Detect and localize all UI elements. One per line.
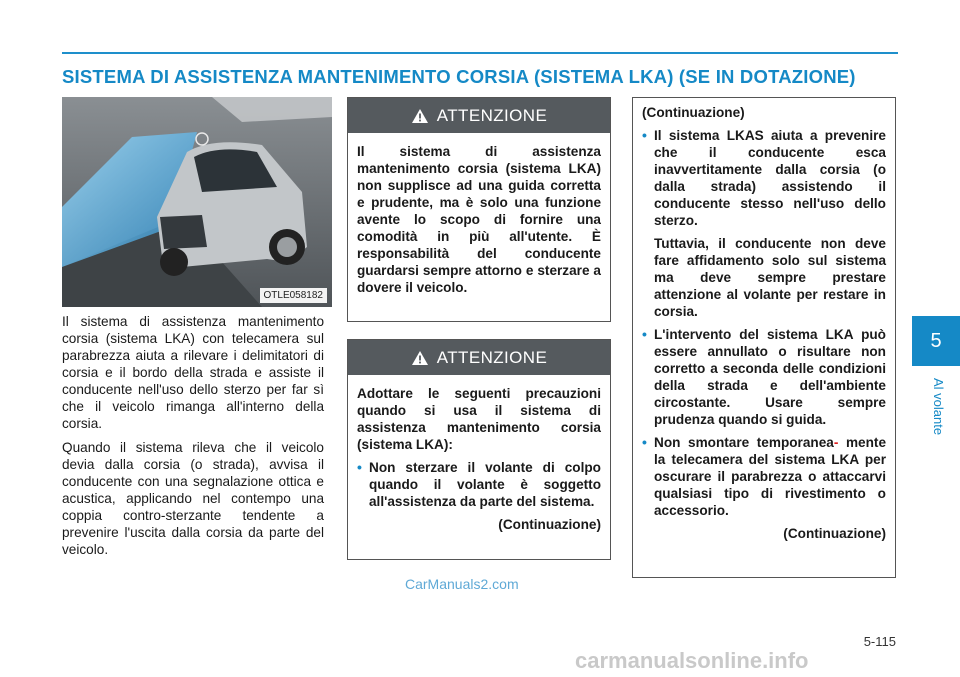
warning-box-2-header [348,340,610,375]
intro-paragraph-1: Il sistema di assistenza mantenimento corsia (sistema LKA) con telecamera sul parabrezza aiuta a rilevare i delimitatori di corsia e il bordo della strada e assiste il conducente nell'uso dello sterzo per far sì che il veicolo rimanga all'interno della corsia. [62,314,324,431]
warning-box-2-intro: Adottare le seguenti precauzioni quando si usa il sistema di assistenza mantenimento corsia (sistema LKA): [357,386,601,452]
warning-box-2-body [348,375,610,541]
warning-box-2-bullet [357,459,601,510]
bullet-text [654,434,886,519]
chapter-label: Al volante [931,378,946,436]
warning-box-2 [347,339,611,560]
page-number: 5-115 [863,634,896,649]
bullet-text: L'intervento del sistema LKA può essere annullato o risultare non corretto a seconda delle condizioni della strada e dell'ambiente circostante. Usare sempre prudenza quando si guida. [654,327,886,427]
bullet-dot-icon: • [642,326,647,342]
figure-caption: OTLE058182 [260,288,328,303]
warning-triangle-icon [411,108,429,124]
continuation-bullet-1-extra: Tuttavia, il conducente non deve fare affidamento solo sul sistema ma deve sempre prestare attenzione al volante per restare in corsia. [654,236,886,319]
lka-illustration [62,97,332,307]
intro-text [62,313,324,565]
warning-box-1 [347,97,611,322]
warning-box-1-text: Il sistema di assistenza mantenimento corsia (sistema LKA) non supplisce ad una guida corretta e prudente, ma è solo una funzione avente lo scopo di fornire una comodità in più all'utente. È responsabilità del conducente guardarsi sempre attorno e sterzare a dovere il veicolo. [357,144,601,295]
continuation-box-body [633,98,895,550]
warning-triangle-icon [411,350,429,366]
continued-label: (Continuazione) [783,526,886,541]
bullet-dot-icon: • [642,434,647,450]
continuation-bullet-3 [642,434,886,519]
bullet-text: Il sistema LKAS aiuta a prevenire che il conducente esca inavvertitamente dalla corsia (o dalla strada) assistendo il conducente stesso nell'uso dello sterzo. [654,128,886,228]
warning-box-2-title: ATTENZIONE [436,347,548,367]
continuation-box [632,97,896,578]
watermark-carmanuals2: CarManuals2.com [405,576,519,592]
hyphen-mark: - [833,435,839,450]
intro-paragraph-2: Quando il sistema rileva che il veicolo devia dalla corsia (o strada), avvisa il conducente con una segnalazione ottica e acustica, applicando nel contempo una coppia contro-sterzante tendente a prevenire l'uscita dalla corsia da parte del veicolo. [62,440,324,557]
bullet-text-part-2: mente la telecamera del sistema LKA per oscurare il parabrezza o attaccarvi qualsiasi tipo di rivestimento o accessorio. [654,435,887,518]
watermark-carmanualsonline: carmanualsonline.info [575,648,809,673]
car-camera-illustration [62,97,332,307]
bullet-dot-icon: • [642,127,647,143]
continued-label: (Continuazione) [498,517,601,532]
continuation-heading: (Continuazione) [642,105,745,120]
chapter-tab: 5 [912,316,960,366]
bullet-dot-icon: • [357,459,362,475]
header-rule [62,52,898,54]
bullet-text: Non sterzare il volante di colpo quando il volante è soggetto all'assistenza da parte del sistema. [369,460,601,509]
continuation-bullet-2 [642,326,886,428]
warning-box-1-title: ATTENZIONE [436,105,548,125]
warning-box-1-body [348,133,610,304]
continuation-bullet-1 [642,127,886,229]
bullet-text-part-1: Non smontare temporanea [654,435,834,450]
page-title: SISTEMA DI ASSISTENZA MANTENIMENTO CORSIA (SISTEMA LKA) (SE IN DOTAZIONE) [62,66,856,87]
warning-box-1-header [348,98,610,133]
